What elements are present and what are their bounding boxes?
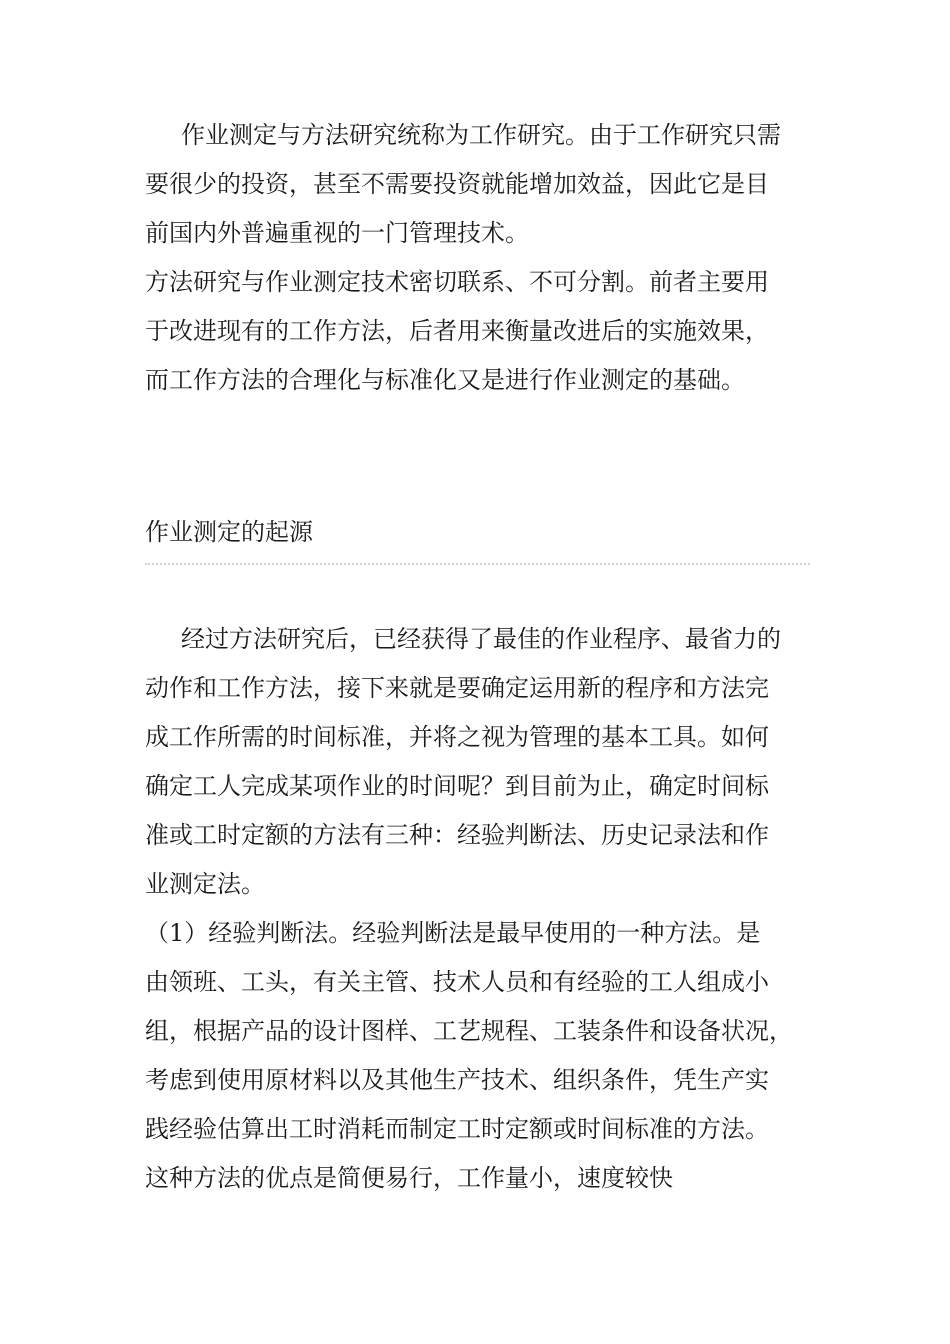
- intro-paragraph-2: [145, 258, 810, 405]
- intro-paragraph-1: [145, 111, 810, 258]
- text-line: 方法研究与作业测定技术密切联系、不可分割。前者主要用: [145, 268, 769, 296]
- text-line: 成工作所需的时间标准，并将之视为管理的基本工具。如何: [145, 723, 769, 751]
- text-line: 考虑到使用原材料以及其他生产技术、组织条件，凭生产实: [145, 1066, 769, 1094]
- text-line: 业测定法。: [145, 870, 265, 898]
- section-paragraph-1: [145, 615, 810, 909]
- text-line: 作业测定与方法研究统称为工作研究。由于工作研究只需: [181, 121, 781, 149]
- section-paragraph-2: [145, 909, 810, 1203]
- text-line: 践经验估算出工时消耗而制定工时定额或时间标准的方法。: [145, 1115, 769, 1143]
- text-line: 这种方法的优点是简便易行，工作量小，速度较快: [145, 1164, 673, 1192]
- text-line: 准或工时定额的方法有三种：经验判断法、历史记录法和作: [145, 821, 769, 849]
- text-line: 而工作方法的合理化与标准化又是进行作业测定的基础。: [145, 366, 745, 394]
- text-line: 于改进现有的工作方法，后者用来衡量改进后的实施效果，: [145, 317, 769, 345]
- text-line: 经过方法研究后，已经获得了最佳的作业程序、最省力的: [181, 625, 781, 653]
- text-line: 动作和工作方法，接下来就是要确定运用新的程序和方法完: [145, 674, 769, 702]
- text-line: 由领班、工头，有关主管、技术人员和有经验的工人组成小: [145, 968, 769, 996]
- text-line: 要很少的投资，甚至不需要投资就能增加效益，因此它是目: [145, 170, 769, 198]
- text-line: 前国内外普遍重视的一门管理技术。: [145, 219, 529, 247]
- text-line: 组，根据产品的设计图样、工艺规程、工装条件和设备状况，: [145, 1017, 793, 1045]
- text-line: （1）经验判断法。经验判断法是最早使用的一种方法。是: [145, 919, 761, 947]
- section-divider: [145, 563, 810, 565]
- section-heading: 作业测定的起源: [145, 518, 313, 546]
- text-line: 确定工人完成某项作业的时间呢？到目前为止，确定时间标: [145, 772, 769, 800]
